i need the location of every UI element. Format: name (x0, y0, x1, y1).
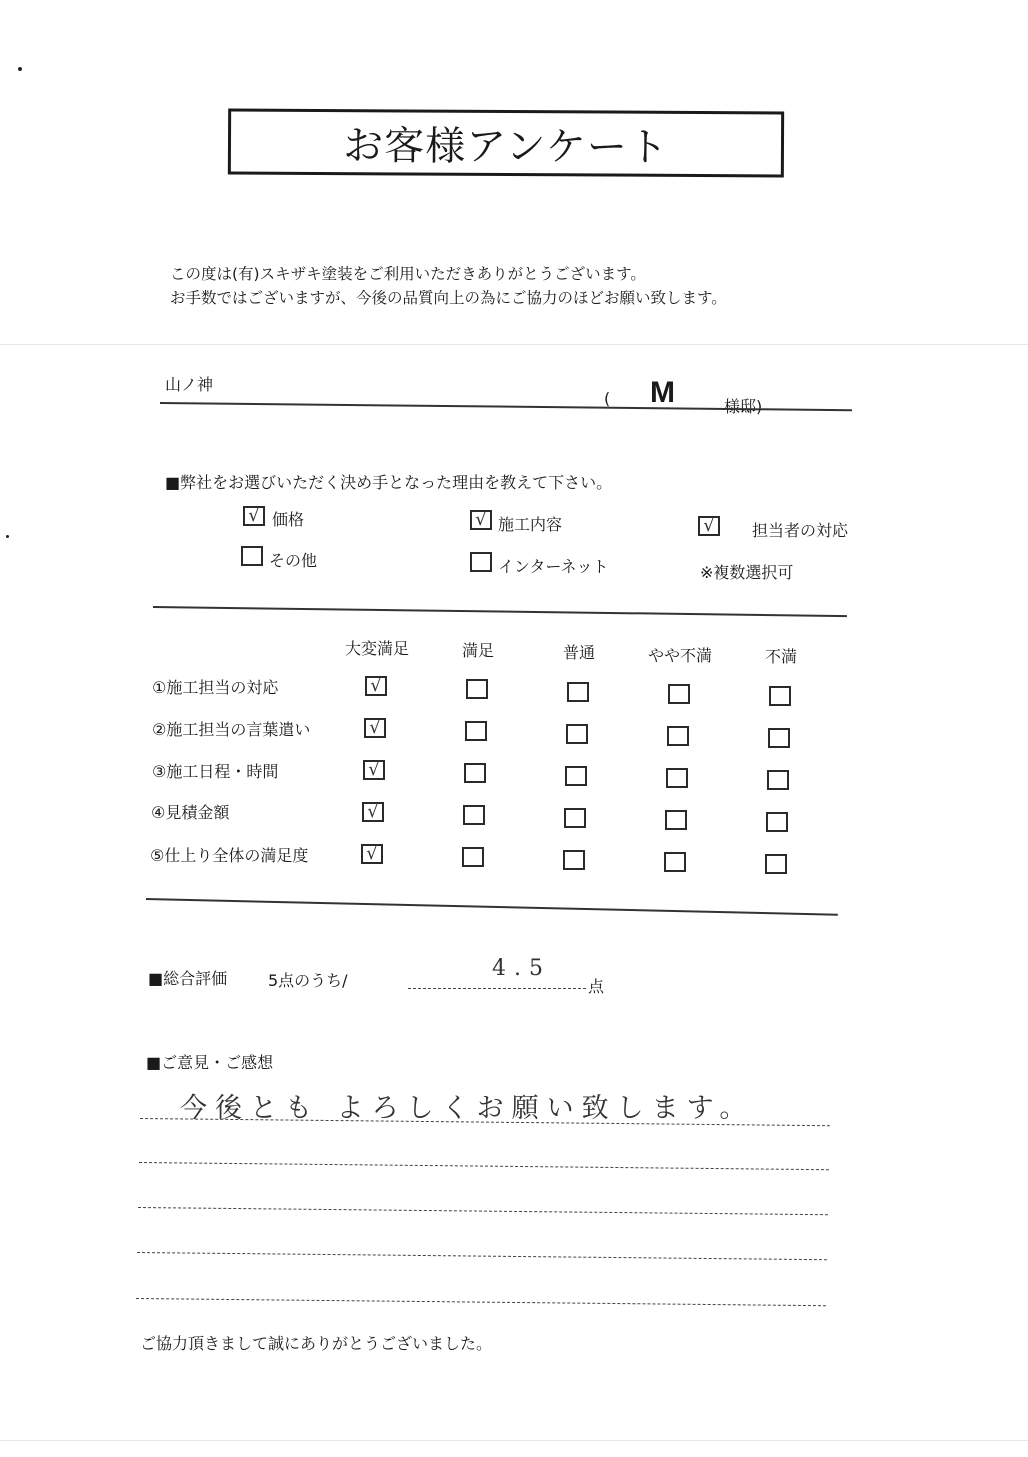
rating-checkbox[interactable] (767, 770, 789, 790)
footer-thanks: ご協力頂きまして誠にありがとうございました。 (140, 1334, 493, 1353)
reason-label-work: 施工内容 (498, 515, 563, 534)
rating-row-label: ②施工担当の言葉遣い (152, 720, 311, 739)
reason-checkbox-internet[interactable] (470, 552, 492, 572)
customer-area: 山ノ神 (165, 375, 214, 394)
comment-line (139, 1162, 829, 1170)
section-divider (146, 898, 838, 916)
score-underline (408, 988, 586, 989)
rating-row-label: ④見積金額 (151, 803, 230, 822)
rating-checkbox[interactable] (768, 728, 790, 748)
rating-row-label: ⑤仕上り全体の満足度 (150, 846, 309, 865)
reason-checkbox-price[interactable]: √ (243, 506, 265, 526)
rating-checkbox[interactable] (766, 812, 788, 832)
reason-label-price: 価格 (272, 510, 305, 529)
rating-checkbox[interactable] (664, 852, 686, 872)
reasons-heading: ■弊社をお選びいただく決め手となった理由を教えて下さい。 (165, 473, 613, 492)
rating-checkbox[interactable] (668, 684, 690, 704)
rating-checkbox[interactable] (566, 724, 588, 744)
intro-line-2: お手数ではございますが、今後の品質向上の為にご協力のほどお願い致します。 (170, 289, 727, 307)
rating-checkbox[interactable] (765, 854, 787, 874)
rating-checkbox[interactable] (564, 808, 586, 828)
reason-checkbox-work[interactable]: √ (470, 510, 492, 530)
rating-col-somewhat-dissatisfied: やや不満 (648, 646, 713, 665)
rating-checkbox[interactable]: √ (361, 844, 383, 864)
paren-open: ( (604, 389, 611, 408)
overall-score: 4.5 (492, 956, 551, 981)
section-divider (153, 606, 847, 617)
survey-title: お客様アンケート (343, 122, 669, 171)
reason-label-staff: 担当者の対応 (752, 521, 849, 540)
intro-line-1: この度は(有)スキザキ塗装をご利用いただきありがとうございます。 (170, 265, 646, 283)
rating-col-neutral: 普通 (563, 643, 596, 662)
rating-checkbox[interactable]: √ (363, 760, 385, 780)
rating-checkbox[interactable] (565, 766, 587, 786)
survey-title-box (228, 109, 784, 178)
rating-checkbox[interactable] (463, 805, 485, 825)
comments-label: ■ご意見・ご感想 (146, 1053, 274, 1072)
customer-suffix: 様邸) (724, 397, 763, 416)
rating-col-dissatisfied: 不満 (765, 647, 798, 666)
scan-speck (18, 67, 22, 71)
rating-checkbox[interactable]: √ (364, 718, 386, 738)
rating-checkbox[interactable] (466, 679, 488, 699)
rating-checkbox[interactable] (465, 721, 487, 741)
rating-checkbox[interactable]: √ (362, 802, 384, 822)
rating-checkbox[interactable] (563, 850, 585, 870)
rating-checkbox[interactable] (769, 686, 791, 706)
reason-checkbox-staff[interactable]: √ (698, 516, 720, 536)
paper-fold-line (0, 1440, 1028, 1441)
rating-checkbox[interactable] (665, 810, 687, 830)
comments-text: 今後とも よろしくお願い致します。 (180, 1093, 755, 1124)
rating-row-label: ①施工担当の対応 (152, 678, 279, 697)
rating-col-satisfied: 満足 (462, 641, 495, 660)
reason-label-internet: インターネット (498, 557, 609, 576)
paper-fold-line (0, 344, 1028, 345)
rating-row-label: ③施工日程・時間 (152, 762, 279, 781)
comment-line (137, 1252, 827, 1260)
reason-label-other: その他 (269, 551, 318, 570)
rating-checkbox[interactable] (464, 763, 486, 783)
scan-speck (6, 535, 9, 538)
rating-checkbox[interactable] (667, 726, 689, 746)
multi-select-note: ※複数選択可 (700, 563, 794, 582)
overall-label: ■総合評価 (148, 969, 228, 988)
comment-line (136, 1298, 826, 1306)
comment-line (138, 1207, 828, 1215)
rating-checkbox[interactable]: √ (365, 676, 387, 696)
overall-unit: 点 (588, 977, 605, 996)
rating-checkbox[interactable] (666, 768, 688, 788)
customer-name: M (650, 376, 675, 409)
overall-prefix: 5点のうち/ (268, 971, 348, 990)
rating-checkbox[interactable] (462, 847, 484, 867)
rating-col-very-satisfied: 大変満足 (345, 639, 410, 658)
rating-checkbox[interactable] (567, 682, 589, 702)
reason-checkbox-other[interactable] (241, 546, 263, 566)
